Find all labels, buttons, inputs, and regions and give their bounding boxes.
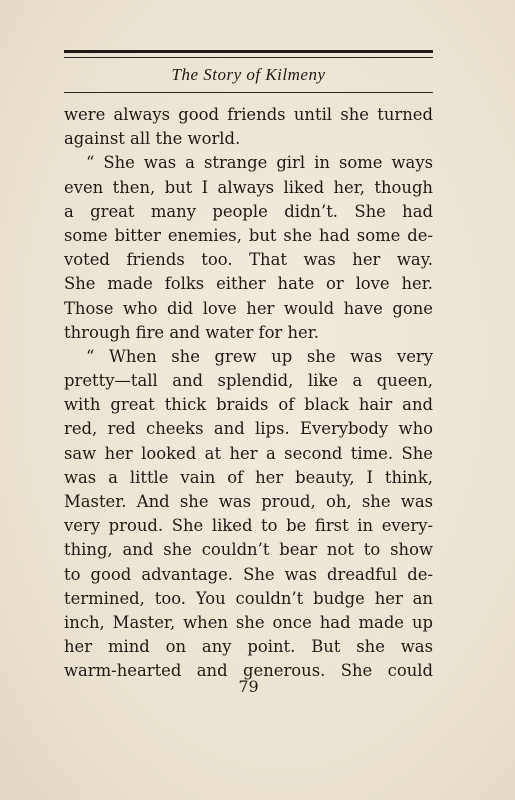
page-number: 79 [238, 677, 259, 696]
text-line: with great thick braids of black hair and [64, 395, 433, 415]
text-line: inch, Master, when she once had made up [64, 612, 433, 632]
text-line: “ When she grew up she was very [86, 346, 433, 366]
text-line: voted friends too. That was her way. [64, 250, 433, 270]
header-rule-thick [64, 50, 433, 53]
text-line: She made folks either hate or love her. [64, 274, 433, 294]
body-text [64, 103, 433, 684]
text-line: was a little vain of her beauty, I think, [64, 467, 433, 487]
text-line: very proud. She liked to be first in every- [64, 516, 433, 536]
header-rule-thin-top [64, 57, 433, 58]
text-line: pretty—tall and splendid, like a queen, [64, 371, 433, 391]
text-line: saw her looked at her a second time. She [64, 443, 433, 463]
text-line: to good advantage. She was dreadful de- [64, 564, 433, 584]
text-line: her mind on any point. But she was [64, 637, 433, 657]
text-line: “ She was a strange girl in some ways [86, 153, 433, 173]
text-line: through fire and water for her. [64, 322, 319, 342]
text-line: even then, but I always liked her, though [64, 177, 433, 197]
text-line: against all the world. [64, 129, 241, 149]
text-line: thing, and she couldn’t bear not to show [64, 540, 433, 560]
text-line: termined, too. You couldn’t budge her an [64, 588, 433, 608]
text-line: warm-hearted and generous. She could [64, 661, 433, 681]
text-line: a great many people didn’t. She had [64, 201, 433, 221]
header-rule-thin-bottom [64, 92, 433, 93]
text-line: Those who did love her would have gone [64, 298, 433, 318]
text-line: red, red cheeks and lips. Everybody who [64, 419, 433, 439]
text-line: some bitter enemies, but she had some de- [64, 225, 433, 245]
running-head: The Story of Kilmeny [171, 65, 326, 84]
text-line: were always good friends until she turned [64, 105, 433, 124]
text-line: Master. And she was proud, oh, she was [64, 492, 433, 511]
